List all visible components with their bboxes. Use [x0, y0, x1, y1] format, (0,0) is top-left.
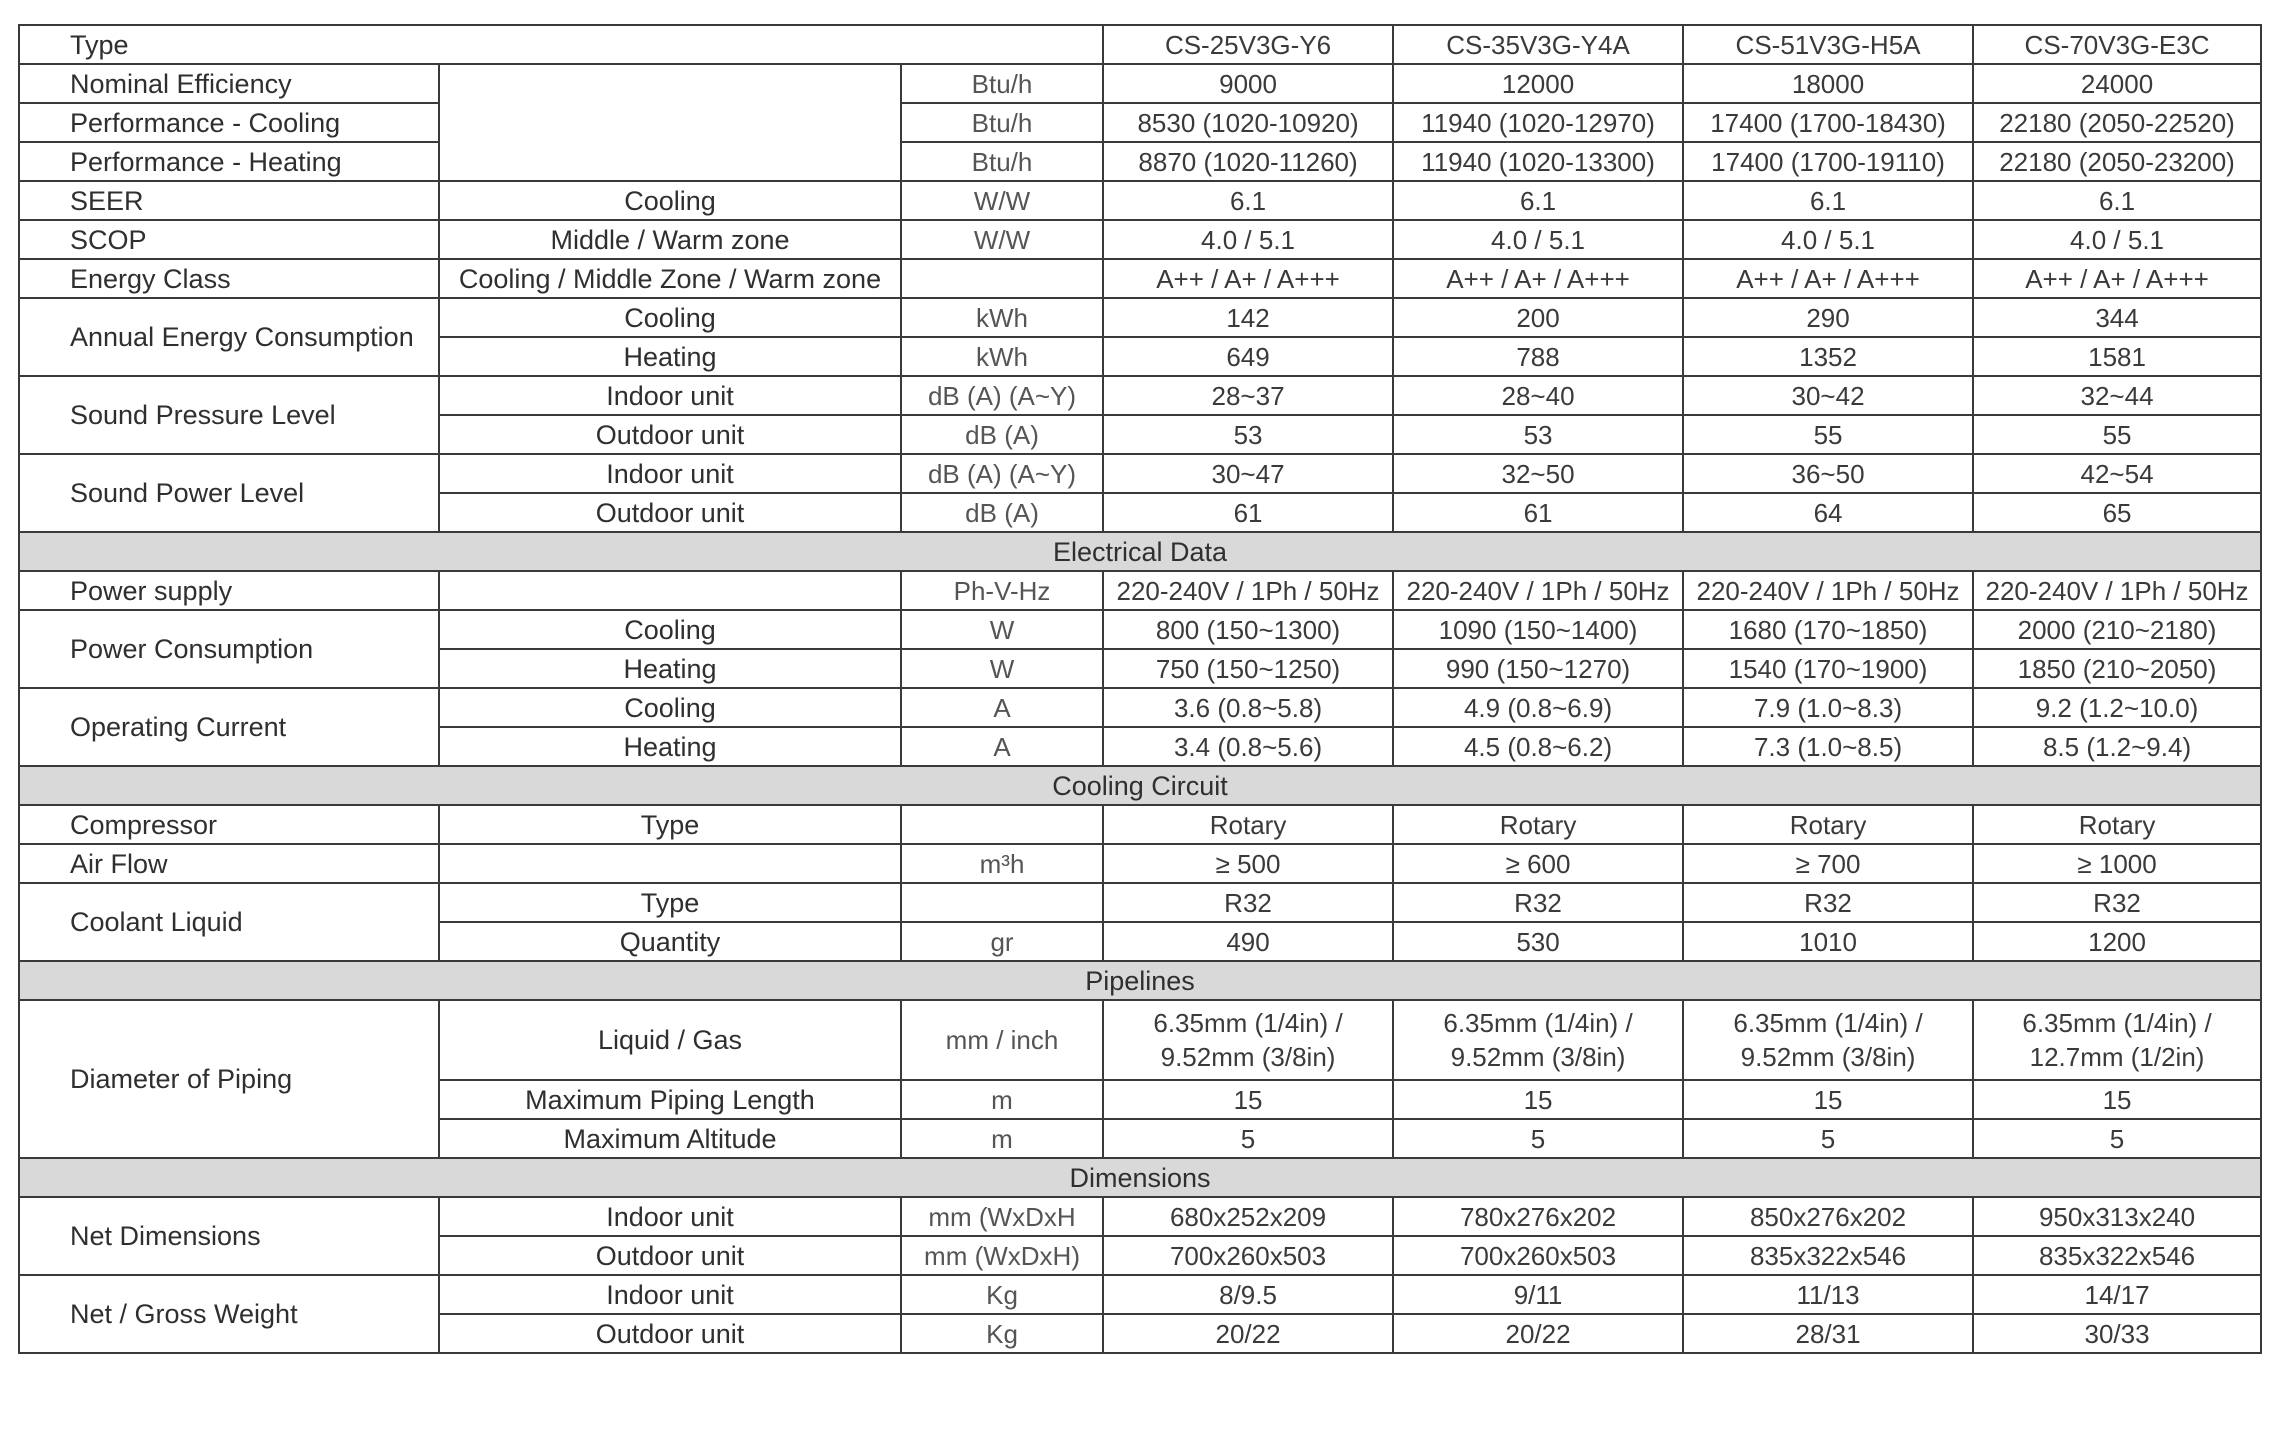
sub-label: Heating [439, 337, 901, 376]
value-cell: 850x276x202 [1683, 1197, 1973, 1236]
sub-label: Cooling [439, 688, 901, 727]
value-cell: 2000 (210~2180) [1973, 610, 2261, 649]
value-cell: 5 [1103, 1119, 1393, 1158]
table-row [19, 1275, 2261, 1314]
value-cell: 61 [1103, 493, 1393, 532]
unit-cell: Btu/h [901, 142, 1103, 181]
value-cell: 15 [1683, 1080, 1973, 1119]
sub-label: Maximum Piping Length [439, 1080, 901, 1119]
unit-cell: A [901, 688, 1103, 727]
sub-label: Outdoor unit [439, 1236, 901, 1275]
unit-cell: mm / inch [901, 1000, 1103, 1080]
value-cell: ≥ 700 [1683, 844, 1973, 883]
value-cell: 55 [1683, 415, 1973, 454]
row-label: Compressor [19, 805, 439, 844]
value-cell: ≥ 600 [1393, 844, 1683, 883]
value-line: 6.35mm (1/4in) / [1443, 1008, 1633, 1038]
value-cell: R32 [1973, 883, 2261, 922]
table-row [19, 1000, 2261, 1080]
table-row [19, 1197, 2261, 1236]
value-cell: 1540 (170~1900) [1683, 649, 1973, 688]
row-label: Air Flow [19, 844, 439, 883]
table-row [19, 844, 2261, 883]
sub-label: Indoor unit [439, 1197, 901, 1236]
unit-cell: m [901, 1119, 1103, 1158]
value-cell: Rotary [1683, 805, 1973, 844]
section-title: Pipelines [19, 961, 2261, 1000]
value-cell: 3.6 (0.8~5.8) [1103, 688, 1393, 727]
row-label: Performance - Cooling [19, 103, 439, 142]
value-line: 9.52mm (3/8in) [1450, 1042, 1626, 1072]
unit-cell: W [901, 610, 1103, 649]
value-cell [1973, 1000, 2261, 1080]
value-cell: Rotary [1103, 805, 1393, 844]
value-cell: 9/11 [1393, 1275, 1683, 1314]
empty-cell [439, 571, 901, 610]
value-cell: 4.9 (0.8~6.9) [1393, 688, 1683, 727]
value-cell: 6.1 [1393, 181, 1683, 220]
value-cell: 65 [1973, 493, 2261, 532]
section-title: Cooling Circuit [19, 766, 2261, 805]
row-label: Net Dimensions [19, 1197, 439, 1275]
value-cell: 4.0 / 5.1 [1103, 220, 1393, 259]
value-line: 6.35mm (1/4in) / [1733, 1008, 1923, 1038]
value-cell: 3.4 (0.8~5.6) [1103, 727, 1393, 766]
unit-cell: Ph-V-Hz [901, 571, 1103, 610]
unit-cell: A [901, 727, 1103, 766]
sub-label: Quantity [439, 922, 901, 961]
value-cell [1393, 1000, 1683, 1080]
model-name: CS-51V3G-H5A [1683, 25, 1973, 64]
value-cell: 780x276x202 [1393, 1197, 1683, 1236]
unit-cell: Kg [901, 1275, 1103, 1314]
empty-cell [439, 844, 901, 883]
unit-cell: m [901, 1080, 1103, 1119]
unit-cell [901, 259, 1103, 298]
value-cell: 990 (150~1270) [1393, 649, 1683, 688]
model-name: CS-70V3G-E3C [1973, 25, 2261, 64]
section-header-row [19, 961, 2261, 1000]
value-cell: 61 [1393, 493, 1683, 532]
unit-cell: m³h [901, 844, 1103, 883]
unit-cell: dB (A) (A~Y) [901, 376, 1103, 415]
row-label: Net / Gross Weight [19, 1275, 439, 1353]
sub-label: Middle / Warm zone [439, 220, 901, 259]
value-cell: 9000 [1103, 64, 1393, 103]
value-cell: 700x260x503 [1103, 1236, 1393, 1275]
row-label: SEER [19, 181, 439, 220]
sub-label: Type [439, 805, 901, 844]
value-cell: ≥ 500 [1103, 844, 1393, 883]
value-cell: 17400 (1700-19110) [1683, 142, 1973, 181]
value-line: 9.52mm (3/8in) [1160, 1042, 1336, 1072]
value-cell: 680x252x209 [1103, 1197, 1393, 1236]
value-cell: 55 [1973, 415, 2261, 454]
value-cell: 800 (150~1300) [1103, 610, 1393, 649]
value-cell: 1200 [1973, 922, 2261, 961]
sub-label: Cooling [439, 298, 901, 337]
value-cell: 7.9 (1.0~8.3) [1683, 688, 1973, 727]
unit-cell: Btu/h [901, 64, 1103, 103]
value-cell: 30~42 [1683, 376, 1973, 415]
value-cell: 42~54 [1973, 454, 2261, 493]
section-title: Electrical Data [19, 532, 2261, 571]
value-cell: 1010 [1683, 922, 1973, 961]
value-cell: 28/31 [1683, 1314, 1973, 1353]
row-label: Diameter of Piping [19, 1000, 439, 1158]
model-name: CS-25V3G-Y6 [1103, 25, 1393, 64]
section-header-row [19, 766, 2261, 805]
value-cell: A++ / A+ / A+++ [1393, 259, 1683, 298]
unit-cell: Btu/h [901, 103, 1103, 142]
value-cell: 788 [1393, 337, 1683, 376]
table-row [19, 610, 2261, 649]
sub-label: Outdoor unit [439, 493, 901, 532]
table-row [19, 220, 2261, 259]
unit-cell [901, 883, 1103, 922]
table-row [19, 688, 2261, 727]
unit-cell: kWh [901, 337, 1103, 376]
sub-label: Outdoor unit [439, 415, 901, 454]
value-cell: 53 [1393, 415, 1683, 454]
sub-label: Indoor unit [439, 376, 901, 415]
value-cell: 28~40 [1393, 376, 1683, 415]
sub-label: Cooling / Middle Zone / Warm zone [439, 259, 901, 298]
value-cell: 1352 [1683, 337, 1973, 376]
value-cell: 53 [1103, 415, 1393, 454]
value-cell: 200 [1393, 298, 1683, 337]
value-cell: R32 [1683, 883, 1973, 922]
value-cell: 28~37 [1103, 376, 1393, 415]
value-cell: 30~47 [1103, 454, 1393, 493]
value-cell: 649 [1103, 337, 1393, 376]
value-cell: 14/17 [1973, 1275, 2261, 1314]
row-label: Power supply [19, 571, 439, 610]
section-title: Dimensions [19, 1158, 2261, 1197]
unit-cell: dB (A) [901, 415, 1103, 454]
unit-cell: W/W [901, 181, 1103, 220]
spec-sheet [18, 24, 2260, 1354]
value-cell: 4.0 / 5.1 [1973, 220, 2261, 259]
table-row [19, 64, 2261, 103]
table-row [19, 103, 2261, 142]
sub-label: Maximum Altitude [439, 1119, 901, 1158]
value-cell: 1850 (210~2050) [1973, 649, 2261, 688]
unit-cell: dB (A) (A~Y) [901, 454, 1103, 493]
value-line: 9.52mm (3/8in) [1740, 1042, 1916, 1072]
row-label: Sound Power Level [19, 454, 439, 532]
sub-label: Type [439, 883, 901, 922]
value-cell: 22180 (2050-22520) [1973, 103, 2261, 142]
table-row [19, 376, 2261, 415]
value-cell: 8530 (1020-10920) [1103, 103, 1393, 142]
value-cell: 4.5 (0.8~6.2) [1393, 727, 1683, 766]
value-cell: 220-240V / 1Ph / 50Hz [1683, 571, 1973, 610]
table-row [19, 571, 2261, 610]
unit-cell: gr [901, 922, 1103, 961]
value-cell: 11/13 [1683, 1275, 1973, 1314]
value-cell: R32 [1103, 883, 1393, 922]
unit-cell [901, 805, 1103, 844]
value-cell: 950x313x240 [1973, 1197, 2261, 1236]
value-cell: Rotary [1973, 805, 2261, 844]
value-cell: 1680 (170~1850) [1683, 610, 1973, 649]
unit-cell: dB (A) [901, 493, 1103, 532]
value-cell: 32~50 [1393, 454, 1683, 493]
value-cell: 32~44 [1973, 376, 2261, 415]
value-cell: 6.1 [1103, 181, 1393, 220]
unit-cell: mm (WxDxH [901, 1197, 1103, 1236]
value-cell: 1090 (150~1400) [1393, 610, 1683, 649]
section-header-row [19, 1158, 2261, 1197]
table-row [19, 181, 2261, 220]
row-label: Power Consumption [19, 610, 439, 688]
table-row [19, 883, 2261, 922]
table-row [19, 259, 2261, 298]
value-cell: 12000 [1393, 64, 1683, 103]
unit-cell: kWh [901, 298, 1103, 337]
value-cell: 15 [1103, 1080, 1393, 1119]
value-cell: 30/33 [1973, 1314, 2261, 1353]
value-cell: 8870 (1020-11260) [1103, 142, 1393, 181]
value-cell: 344 [1973, 298, 2261, 337]
sub-label: Liquid / Gas [439, 1000, 901, 1080]
type-label: Type [19, 25, 1103, 64]
empty-cell [439, 64, 901, 181]
value-cell: 835x322x546 [1683, 1236, 1973, 1275]
value-cell: 220-240V / 1Ph / 50Hz [1973, 571, 2261, 610]
value-cell: 835x322x546 [1973, 1236, 2261, 1275]
value-cell: 6.1 [1683, 181, 1973, 220]
value-cell: 36~50 [1683, 454, 1973, 493]
value-line: 12.7mm (1/2in) [2029, 1042, 2205, 1072]
value-cell: 1581 [1973, 337, 2261, 376]
value-cell: 8.5 (1.2~9.4) [1973, 727, 2261, 766]
value-cell: 15 [1393, 1080, 1683, 1119]
value-cell: 220-240V / 1Ph / 50Hz [1103, 571, 1393, 610]
value-line: 6.35mm (1/4in) / [2022, 1008, 2212, 1038]
sub-label: Indoor unit [439, 454, 901, 493]
value-cell: 9.2 (1.2~10.0) [1973, 688, 2261, 727]
unit-cell: W/W [901, 220, 1103, 259]
section-header-row [19, 532, 2261, 571]
value-cell: 4.0 / 5.1 [1393, 220, 1683, 259]
table-row [19, 805, 2261, 844]
value-cell: R32 [1393, 883, 1683, 922]
sub-label: Heating [439, 727, 901, 766]
value-cell: 64 [1683, 493, 1973, 532]
unit-cell: Kg [901, 1314, 1103, 1353]
value-cell: 15 [1973, 1080, 2261, 1119]
value-cell: 6.1 [1973, 181, 2261, 220]
value-cell: 5 [1393, 1119, 1683, 1158]
value-cell: 24000 [1973, 64, 2261, 103]
value-cell: 8/9.5 [1103, 1275, 1393, 1314]
value-cell: 20/22 [1393, 1314, 1683, 1353]
value-cell: 18000 [1683, 64, 1973, 103]
value-cell: 7.3 (1.0~8.5) [1683, 727, 1973, 766]
value-cell: 17400 (1700-18430) [1683, 103, 1973, 142]
table-row [19, 454, 2261, 493]
value-cell [1683, 1000, 1973, 1080]
unit-cell: W [901, 649, 1103, 688]
value-cell: 290 [1683, 298, 1973, 337]
sub-label: Heating [439, 649, 901, 688]
value-cell: 4.0 / 5.1 [1683, 220, 1973, 259]
sub-label: Cooling [439, 181, 901, 220]
value-cell: 11940 (1020-12970) [1393, 103, 1683, 142]
value-cell: A++ / A+ / A+++ [1103, 259, 1393, 298]
row-label: Operating Current [19, 688, 439, 766]
value-cell: 220-240V / 1Ph / 50Hz [1393, 571, 1683, 610]
value-cell: 490 [1103, 922, 1393, 961]
table-row [19, 142, 2261, 181]
value-line: 6.35mm (1/4in) / [1153, 1008, 1343, 1038]
value-cell: 5 [1683, 1119, 1973, 1158]
value-cell: 750 (150~1250) [1103, 649, 1393, 688]
value-cell: 530 [1393, 922, 1683, 961]
value-cell: 11940 (1020-13300) [1393, 142, 1683, 181]
model-name: CS-35V3G-Y4A [1393, 25, 1683, 64]
value-cell: 700x260x503 [1393, 1236, 1683, 1275]
unit-cell: mm (WxDxH) [901, 1236, 1103, 1275]
row-label: Performance - Heating [19, 142, 439, 181]
header-row [19, 25, 2261, 64]
value-cell: A++ / A+ / A+++ [1973, 259, 2261, 298]
sub-label: Indoor unit [439, 1275, 901, 1314]
value-cell: 142 [1103, 298, 1393, 337]
value-cell [1103, 1000, 1393, 1080]
row-label: Annual Energy Consumption [19, 298, 439, 376]
sub-label: Cooling [439, 610, 901, 649]
row-label: Coolant Liquid [19, 883, 439, 961]
row-label: Energy Class [19, 259, 439, 298]
sub-label: Outdoor unit [439, 1314, 901, 1353]
value-cell: 20/22 [1103, 1314, 1393, 1353]
table-row [19, 298, 2261, 337]
value-cell: ≥ 1000 [1973, 844, 2261, 883]
value-cell: 5 [1973, 1119, 2261, 1158]
row-label: Nominal Efficiency [19, 64, 439, 103]
value-cell: 22180 (2050-23200) [1973, 142, 2261, 181]
value-cell: A++ / A+ / A+++ [1683, 259, 1973, 298]
row-label: Sound Pressure Level [19, 376, 439, 454]
row-label: SCOP [19, 220, 439, 259]
spec-table [18, 24, 2262, 1354]
value-cell: Rotary [1393, 805, 1683, 844]
